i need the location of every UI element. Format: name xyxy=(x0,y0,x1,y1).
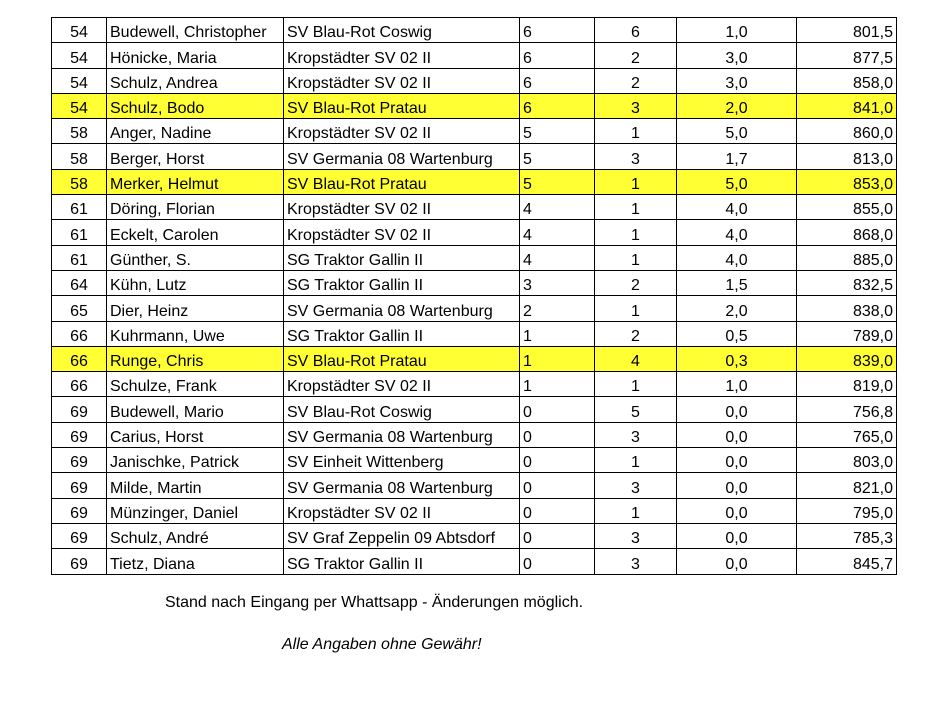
player-name-cell: Carius, Horst xyxy=(107,422,284,447)
games-cell: 1 xyxy=(595,245,677,270)
player-name-cell: Anger, Nadine xyxy=(107,119,284,144)
rating-cell: 885,0 xyxy=(797,245,897,270)
club-cell: SV Blau-Rot Pratau xyxy=(284,346,520,371)
points-cell: 1 xyxy=(520,346,595,371)
player-name-cell: Schulz, Andrea xyxy=(107,68,284,93)
rating-cell: 813,0 xyxy=(797,144,897,169)
average-cell: 4,0 xyxy=(677,245,797,270)
rank-cell: 69 xyxy=(52,422,107,447)
average-cell: 0,0 xyxy=(677,523,797,548)
average-cell: 1,7 xyxy=(677,144,797,169)
points-cell: 4 xyxy=(520,195,595,220)
average-cell: 0,0 xyxy=(677,549,797,574)
rank-cell: 61 xyxy=(52,245,107,270)
club-cell: SV Germania 08 Wartenburg xyxy=(284,422,520,447)
rating-cell: 795,0 xyxy=(797,498,897,523)
games-cell: 1 xyxy=(595,448,677,473)
average-cell: 1,5 xyxy=(677,270,797,295)
club-cell: SG Traktor Gallin II xyxy=(284,270,520,295)
rank-cell: 66 xyxy=(52,346,107,371)
table-row xyxy=(52,397,897,422)
table-row xyxy=(52,68,897,93)
points-cell: 2 xyxy=(520,296,595,321)
club-cell: SV Graf Zeppelin 09 Abtsdorf xyxy=(284,523,520,548)
table-row xyxy=(52,245,897,270)
games-cell: 3 xyxy=(595,473,677,498)
points-cell: 5 xyxy=(520,169,595,194)
player-name-cell: Berger, Horst xyxy=(107,144,284,169)
average-cell: 3,0 xyxy=(677,43,797,68)
rating-cell: 785,3 xyxy=(797,523,897,548)
games-cell: 1 xyxy=(595,169,677,194)
club-cell: SG Traktor Gallin II xyxy=(284,549,520,574)
club-cell: Kropstädter SV 02 II xyxy=(284,372,520,397)
table-row xyxy=(52,144,897,169)
rating-cell: 756,8 xyxy=(797,397,897,422)
table-row-highlighted xyxy=(52,169,897,194)
games-cell: 3 xyxy=(595,523,677,548)
player-name-cell: Schulz, Bodo xyxy=(107,93,284,118)
rating-cell: 841,0 xyxy=(797,93,897,118)
rank-cell: 54 xyxy=(52,93,107,118)
average-cell: 5,0 xyxy=(677,119,797,144)
points-cell: 4 xyxy=(520,220,595,245)
table-row-highlighted xyxy=(52,346,897,371)
status-note: Stand nach Eingang per Whattsapp - Änderungen möglich. xyxy=(165,594,584,611)
club-cell: Kropstädter SV 02 II xyxy=(284,43,520,68)
points-cell: 0 xyxy=(520,523,595,548)
table-row xyxy=(52,296,897,321)
table-row xyxy=(52,523,897,548)
rank-cell: 65 xyxy=(52,296,107,321)
rank-cell: 69 xyxy=(52,448,107,473)
table-row xyxy=(52,498,897,523)
rating-cell: 819,0 xyxy=(797,372,897,397)
player-name-cell: Eckelt, Carolen xyxy=(107,220,284,245)
player-name-cell: Döring, Florian xyxy=(107,195,284,220)
rating-cell: 853,0 xyxy=(797,169,897,194)
points-cell: 6 xyxy=(520,68,595,93)
table-row xyxy=(52,18,897,43)
rating-cell: 789,0 xyxy=(797,321,897,346)
points-cell: 6 xyxy=(520,93,595,118)
player-name-cell: Kühn, Lutz xyxy=(107,270,284,295)
average-cell: 0,5 xyxy=(677,321,797,346)
rating-cell: 765,0 xyxy=(797,422,897,447)
games-cell: 5 xyxy=(595,397,677,422)
player-name-cell: Kuhrmann, Uwe xyxy=(107,321,284,346)
club-cell: Kropstädter SV 02 II xyxy=(284,195,520,220)
rating-cell: 868,0 xyxy=(797,220,897,245)
average-cell: 2,0 xyxy=(677,93,797,118)
games-cell: 2 xyxy=(595,43,677,68)
rating-cell: 855,0 xyxy=(797,195,897,220)
rating-cell: 803,0 xyxy=(797,448,897,473)
club-cell: SV Germania 08 Wartenburg xyxy=(284,473,520,498)
player-name-cell: Tietz, Diana xyxy=(107,549,284,574)
player-name-cell: Hönicke, Maria xyxy=(107,43,284,68)
club-cell: SV Blau-Rot Pratau xyxy=(284,93,520,118)
points-cell: 0 xyxy=(520,473,595,498)
points-cell: 1 xyxy=(520,372,595,397)
club-cell: Kropstädter SV 02 II xyxy=(284,119,520,144)
rank-cell: 69 xyxy=(52,498,107,523)
games-cell: 1 xyxy=(595,296,677,321)
player-name-cell: Dier, Heinz xyxy=(107,296,284,321)
table-row xyxy=(52,473,897,498)
table-row xyxy=(52,220,897,245)
average-cell: 3,0 xyxy=(677,68,797,93)
club-cell: Kropstädter SV 02 II xyxy=(284,498,520,523)
table-row xyxy=(52,549,897,574)
rating-cell: 860,0 xyxy=(797,119,897,144)
rank-cell: 69 xyxy=(52,549,107,574)
player-name-cell: Schulz, André xyxy=(107,523,284,548)
table-row xyxy=(52,321,897,346)
player-name-cell: Runge, Chris xyxy=(107,346,284,371)
player-name-cell: Schulze, Frank xyxy=(107,372,284,397)
points-cell: 6 xyxy=(520,43,595,68)
games-cell: 2 xyxy=(595,270,677,295)
games-cell: 1 xyxy=(595,195,677,220)
table-row xyxy=(52,448,897,473)
table-row xyxy=(52,372,897,397)
games-cell: 1 xyxy=(595,372,677,397)
rank-cell: 66 xyxy=(52,321,107,346)
games-cell: 1 xyxy=(595,220,677,245)
games-cell: 3 xyxy=(595,422,677,447)
points-cell: 5 xyxy=(520,144,595,169)
games-cell: 3 xyxy=(595,93,677,118)
club-cell: SV Blau-Rot Coswig xyxy=(284,18,520,43)
rank-cell: 54 xyxy=(52,18,107,43)
player-name-cell: Budewell, Mario xyxy=(107,397,284,422)
games-cell: 3 xyxy=(595,144,677,169)
rank-cell: 58 xyxy=(52,119,107,144)
rating-cell: 838,0 xyxy=(797,296,897,321)
average-cell: 1,0 xyxy=(677,372,797,397)
average-cell: 5,0 xyxy=(677,169,797,194)
disclaimer-note: Alle Angaben ohne Gewähr! xyxy=(282,636,482,653)
games-cell: 3 xyxy=(595,549,677,574)
rank-cell: 61 xyxy=(52,220,107,245)
average-cell: 4,0 xyxy=(677,220,797,245)
rank-cell: 66 xyxy=(52,372,107,397)
rating-cell: 801,5 xyxy=(797,18,897,43)
rating-cell: 832,5 xyxy=(797,270,897,295)
points-cell: 6 xyxy=(520,18,595,43)
games-cell: 6 xyxy=(595,18,677,43)
standings-table-body xyxy=(52,18,897,575)
club-cell: SG Traktor Gallin II xyxy=(284,321,520,346)
player-name-cell: Günther, S. xyxy=(107,245,284,270)
rank-cell: 64 xyxy=(52,270,107,295)
points-cell: 4 xyxy=(520,245,595,270)
table-row xyxy=(52,43,897,68)
average-cell: 2,0 xyxy=(677,296,797,321)
table-row xyxy=(52,195,897,220)
club-cell: SV Blau-Rot Coswig xyxy=(284,397,520,422)
standings-table xyxy=(51,17,897,575)
rating-cell: 839,0 xyxy=(797,346,897,371)
player-name-cell: Milde, Martin xyxy=(107,473,284,498)
rank-cell: 58 xyxy=(52,144,107,169)
table-row xyxy=(52,422,897,447)
points-cell: 3 xyxy=(520,270,595,295)
rank-cell: 58 xyxy=(52,169,107,194)
rank-cell: 61 xyxy=(52,195,107,220)
club-cell: Kropstädter SV 02 II xyxy=(284,68,520,93)
average-cell: 0,0 xyxy=(677,473,797,498)
average-cell: 0,0 xyxy=(677,397,797,422)
points-cell: 0 xyxy=(520,422,595,447)
rank-cell: 69 xyxy=(52,473,107,498)
player-name-cell: Budewell, Christopher xyxy=(107,18,284,43)
games-cell: 1 xyxy=(595,119,677,144)
table-row xyxy=(52,119,897,144)
rank-cell: 54 xyxy=(52,68,107,93)
table-row xyxy=(52,270,897,295)
games-cell: 4 xyxy=(595,346,677,371)
rating-cell: 877,5 xyxy=(797,43,897,68)
club-cell: Kropstädter SV 02 II xyxy=(284,220,520,245)
rank-cell: 54 xyxy=(52,43,107,68)
rating-cell: 845,7 xyxy=(797,549,897,574)
club-cell: SV Einheit Wittenberg xyxy=(284,448,520,473)
points-cell: 1 xyxy=(520,321,595,346)
average-cell: 0,3 xyxy=(677,346,797,371)
games-cell: 2 xyxy=(595,321,677,346)
club-cell: SV Blau-Rot Pratau xyxy=(284,169,520,194)
player-name-cell: Janischke, Patrick xyxy=(107,448,284,473)
games-cell: 2 xyxy=(595,68,677,93)
points-cell: 0 xyxy=(520,498,595,523)
rank-cell: 69 xyxy=(52,523,107,548)
table-row-highlighted xyxy=(52,93,897,118)
rating-cell: 821,0 xyxy=(797,473,897,498)
rank-cell: 69 xyxy=(52,397,107,422)
average-cell: 0,0 xyxy=(677,422,797,447)
games-cell: 1 xyxy=(595,498,677,523)
club-cell: SV Germania 08 Wartenburg xyxy=(284,296,520,321)
club-cell: SG Traktor Gallin II xyxy=(284,245,520,270)
player-name-cell: Merker, Helmut xyxy=(107,169,284,194)
average-cell: 4,0 xyxy=(677,195,797,220)
average-cell: 1,0 xyxy=(677,18,797,43)
points-cell: 0 xyxy=(520,549,595,574)
rating-cell: 858,0 xyxy=(797,68,897,93)
points-cell: 0 xyxy=(520,448,595,473)
average-cell: 0,0 xyxy=(677,448,797,473)
points-cell: 5 xyxy=(520,119,595,144)
player-name-cell: Münzinger, Daniel xyxy=(107,498,284,523)
points-cell: 0 xyxy=(520,397,595,422)
club-cell: SV Germania 08 Wartenburg xyxy=(284,144,520,169)
average-cell: 0,0 xyxy=(677,498,797,523)
